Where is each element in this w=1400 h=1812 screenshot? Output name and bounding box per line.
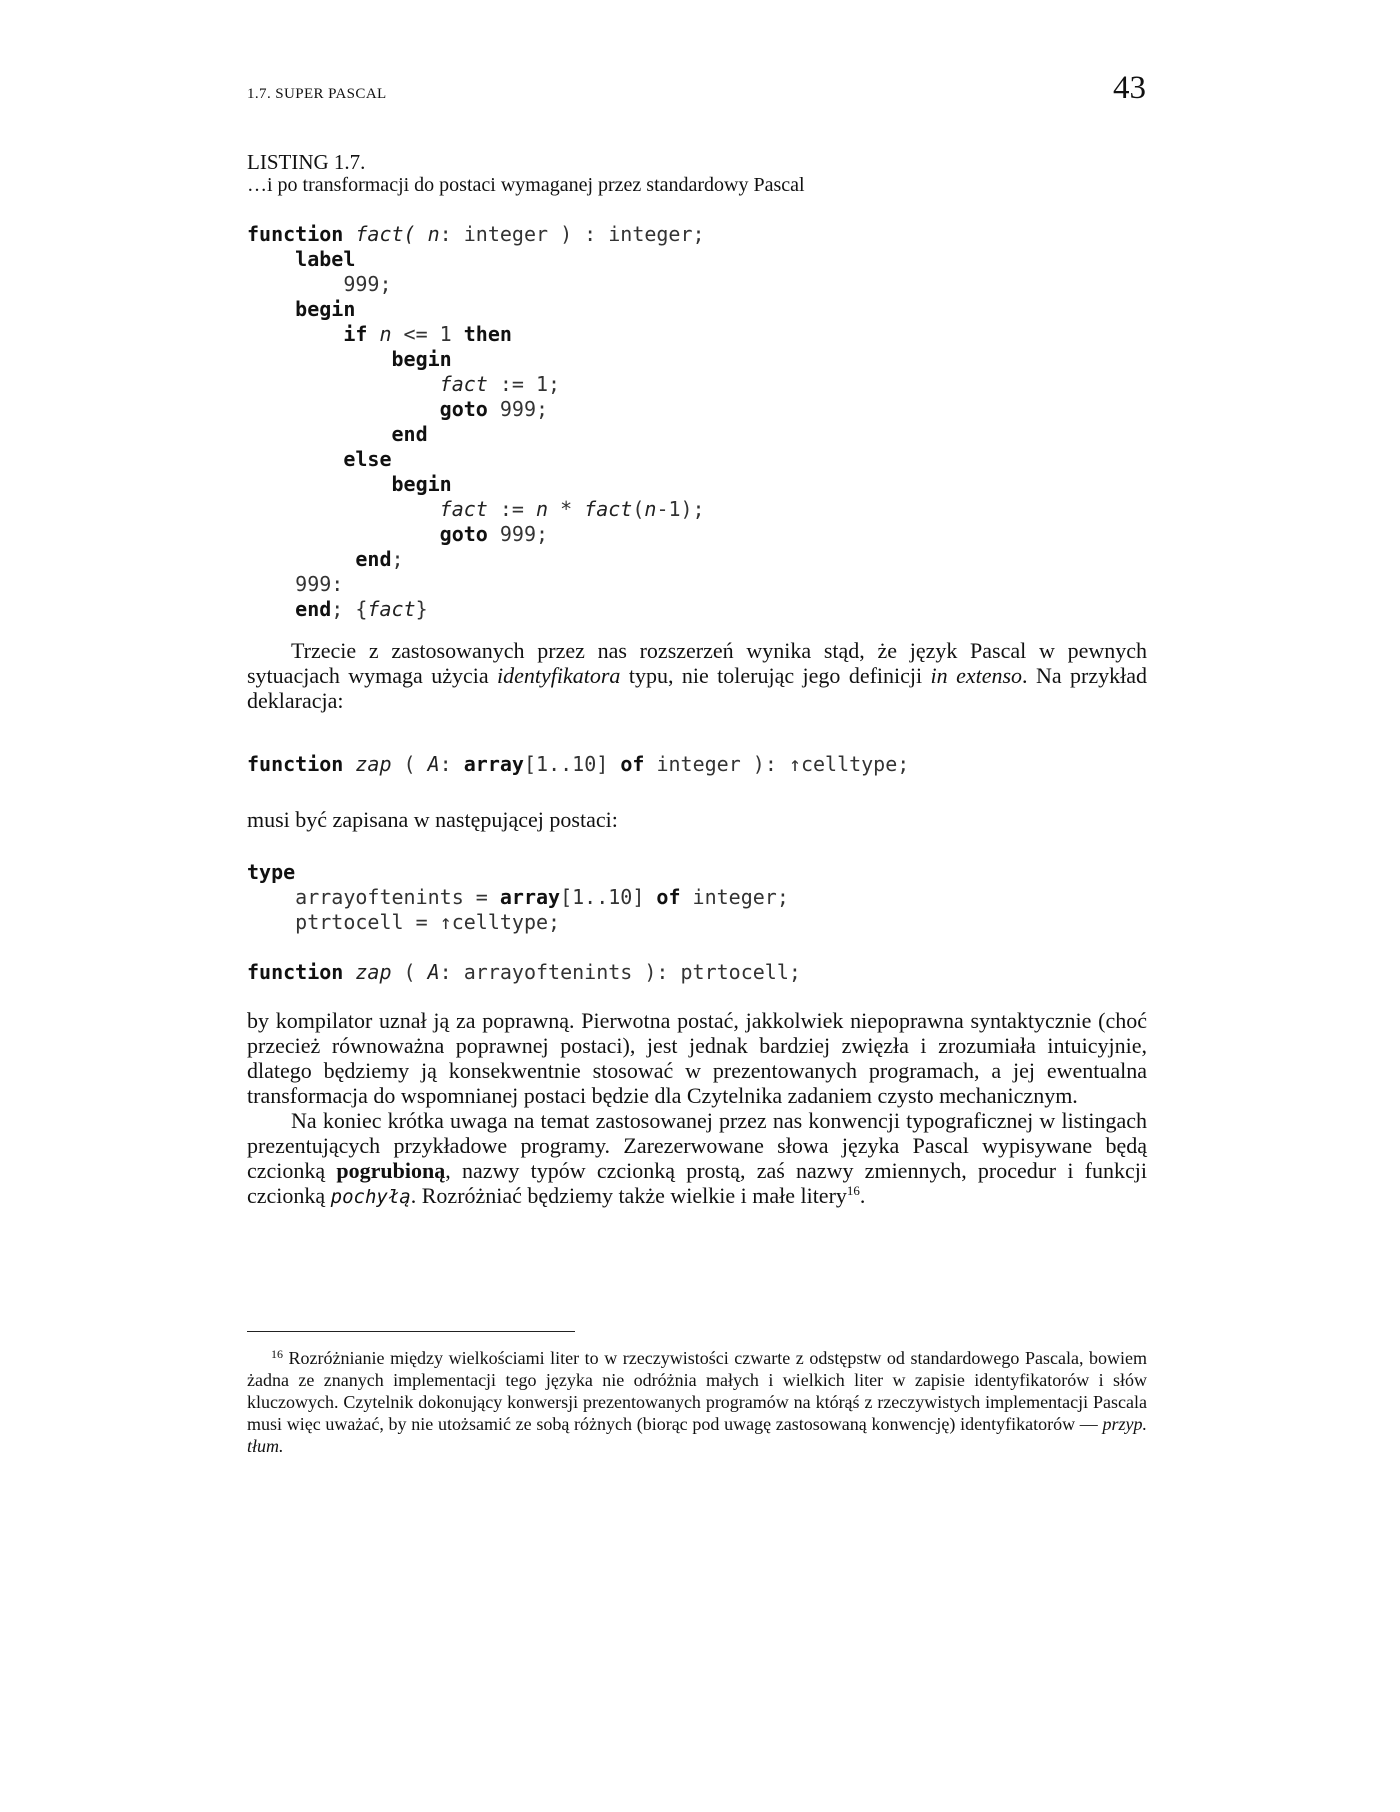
code-line — [247, 297, 705, 322]
code-line — [247, 272, 705, 297]
text-run: pogrubioną — [336, 1158, 446, 1183]
running-head: 1.7. SUPER PASCAL — [247, 86, 387, 102]
paragraph-must-be — [247, 807, 1147, 832]
text-run: musi być zapisana w następującej postaci: — [247, 807, 618, 832]
code-text: [1..10] — [523, 752, 621, 776]
code-keyword: begin — [295, 297, 356, 321]
code-text: 999; — [487, 522, 549, 546]
code-text: -1); — [656, 497, 705, 521]
text-run: . Na przykład deklaracja: — [247, 663, 1147, 713]
footnote-16 — [247, 1347, 1147, 1457]
code-keyword: array — [499, 885, 561, 909]
code-line — [247, 372, 705, 397]
paragraph-text — [247, 807, 1147, 832]
code-text: 999; — [247, 272, 392, 296]
code-type-declaration — [247, 860, 801, 985]
code-keyword: function — [247, 960, 344, 984]
text-run: typu, nie tolerując jego definicji — [620, 663, 931, 688]
code-line — [247, 447, 705, 472]
code-text — [247, 547, 355, 571]
code-text — [247, 372, 440, 396]
code-line — [247, 222, 705, 247]
code-text: ; { — [331, 597, 368, 621]
code-identifier: fact( n — [343, 222, 440, 246]
code-line — [247, 472, 705, 497]
code-listing-fact — [247, 222, 705, 622]
paragraph-text — [247, 638, 1147, 713]
text-run: 16 — [271, 1347, 283, 1361]
code-identifier: n — [644, 497, 657, 521]
code-line — [247, 322, 705, 347]
code-line — [247, 497, 705, 522]
text-run: . Rozróżniać będziemy także wielkie i małe litery — [410, 1183, 847, 1208]
code-keyword: of — [620, 752, 645, 776]
code-text: ( — [391, 752, 428, 776]
code-keyword: then — [463, 322, 512, 346]
code-keyword: goto — [439, 397, 488, 421]
code-keyword: begin — [391, 347, 452, 371]
code-keyword: end — [391, 422, 428, 446]
code-identifier: fact — [367, 597, 416, 621]
text-run: in extenso — [930, 663, 1023, 688]
code-keyword: else — [343, 447, 392, 471]
code-text — [247, 472, 392, 496]
code-line — [247, 885, 801, 910]
code-text: 999: — [247, 572, 344, 596]
paragraph-extensions — [247, 638, 1147, 713]
code-line — [247, 247, 705, 272]
code-text — [247, 322, 343, 346]
code-text: ; — [391, 547, 404, 571]
code-keyword: function — [247, 222, 344, 246]
code-line — [247, 860, 801, 885]
paragraph-compiler — [247, 1008, 1147, 1210]
code-text: arrayoftenints = — [247, 885, 500, 909]
code-line — [247, 397, 705, 422]
code-keyword: if — [343, 322, 368, 346]
code-text — [247, 497, 440, 521]
listing-label: LISTING 1.7. — [247, 150, 366, 174]
text-run: Na koniec krótka uwaga na temat zastosowanej przez nas konwencji typograficznej w listingach prezentujących przykładowe programy. Zarezerwowane słowa języka Pascal wypisywane będą czcionką — [247, 1108, 1147, 1183]
code-identifier: n — [536, 497, 549, 521]
code-keyword: array — [463, 752, 524, 776]
code-text — [247, 935, 259, 959]
code-line — [247, 960, 801, 985]
code-identifier: zap — [343, 960, 392, 984]
code-line — [247, 347, 705, 372]
code-text: [1..10] — [560, 885, 657, 909]
code-keyword: function — [247, 752, 344, 776]
code-line — [247, 572, 705, 597]
code-keyword: of — [656, 885, 681, 909]
text-run: , nazwy typów czcionką prostą, zaś nazwy zmiennych, procedur i funkcji czcionką — [247, 1158, 1147, 1208]
paragraph-text — [247, 1008, 1147, 1108]
code-text: ( — [391, 960, 428, 984]
code-text — [247, 447, 343, 471]
code-text — [247, 597, 295, 621]
footnote-rule — [247, 1331, 575, 1332]
code-keyword: label — [295, 247, 356, 271]
code-keyword: end — [295, 597, 332, 621]
code-identifier: fact — [439, 497, 488, 521]
code-identifier: fact — [439, 372, 488, 396]
code-text: := — [487, 497, 536, 521]
code-keyword: end — [355, 547, 392, 571]
code-text: * — [548, 497, 585, 521]
code-text: := 1; — [487, 372, 561, 396]
code-identifier: fact — [584, 497, 633, 521]
code-text — [247, 297, 295, 321]
code-text: ptrtocell = ↑celltype; — [247, 910, 561, 934]
code-text: 999; — [487, 397, 549, 421]
text-run: . — [859, 1183, 866, 1208]
code-line — [247, 752, 909, 777]
text-run: Rozróżnianie między wielkościami liter to w rzeczywistości czwarte z odstępstw od standardowego Pascala, bowiem żadna ze znanych implementacji tego języka nie odróżnia małych i wielkich liter w zapisie identyfikatorów i słów kluczowych. Czytelnik dokonujący konwersji prezentowanych programów na którąś z rzeczywistych implementacji Pascala musi więc uważać, by nie utożsamić ze sobą różnych (biorąc pod uwagę zastosowaną konwencję) identyfikatorów — — [247, 1348, 1147, 1434]
code-identifier: A — [427, 752, 440, 776]
text-run: przyp. tłum. — [247, 1414, 1147, 1456]
code-text: integer; — [680, 885, 789, 909]
code-keyword: goto — [439, 522, 488, 546]
text-run: Trzecie z zastosowanych przez nas rozszerzeń wynika stąd, że język Pascal w pewnych sytuacjach wymaga użycia — [247, 638, 1147, 688]
code-line — [247, 422, 705, 447]
code-text — [247, 522, 440, 546]
code-line — [247, 910, 801, 935]
text-run: identyfikatora — [497, 663, 621, 688]
text-run: 16 — [846, 1183, 860, 1198]
text-run: by kompilator uznał ją za poprawną. Pierwotna postać, jakkolwiek niepoprawna syntaktycznie (choć przecież równoważna poprawnej postaci), jest jednak bardziej zwięzła i zrozumiała intuicyjnie, dlatego będziemy ją konsekwentnie stosować w prezentowanych programach, a jej ewentualna transformacja do wspomnianej postaci będzie dla Czytelnika zadaniem czysto mechanicznym. — [247, 1008, 1147, 1108]
code-text — [247, 247, 295, 271]
code-text — [247, 347, 392, 371]
code-line — [247, 522, 705, 547]
code-keyword: type — [247, 860, 296, 884]
code-text: : arrayoftenints ): ptrtocell; — [439, 960, 801, 984]
code-text — [247, 397, 440, 421]
code-text: : integer ) : integer; — [439, 222, 705, 246]
code-text: : — [439, 752, 464, 776]
code-text — [247, 422, 392, 446]
code-text: ( — [632, 497, 645, 521]
listing-caption: …i po transformacji do postaci wymaganej przez standardowy Pascal — [247, 174, 805, 196]
code-identifier: A — [427, 960, 440, 984]
code-text: integer ): ↑celltype; — [644, 752, 910, 776]
code-text: <= 1 — [391, 322, 464, 346]
code-line — [247, 597, 705, 622]
code-line — [247, 935, 801, 960]
footnote-text — [247, 1347, 1147, 1457]
paragraph-typography — [247, 1108, 1147, 1210]
code-zap-declaration — [247, 752, 909, 777]
page-number: 43 — [1113, 70, 1146, 106]
code-text: } — [415, 597, 428, 621]
code-identifier: n — [367, 322, 392, 346]
code-keyword: begin — [391, 472, 452, 496]
code-identifier: zap — [343, 752, 392, 776]
code-line — [247, 547, 705, 572]
text-run: pochyłą — [330, 1186, 411, 1208]
